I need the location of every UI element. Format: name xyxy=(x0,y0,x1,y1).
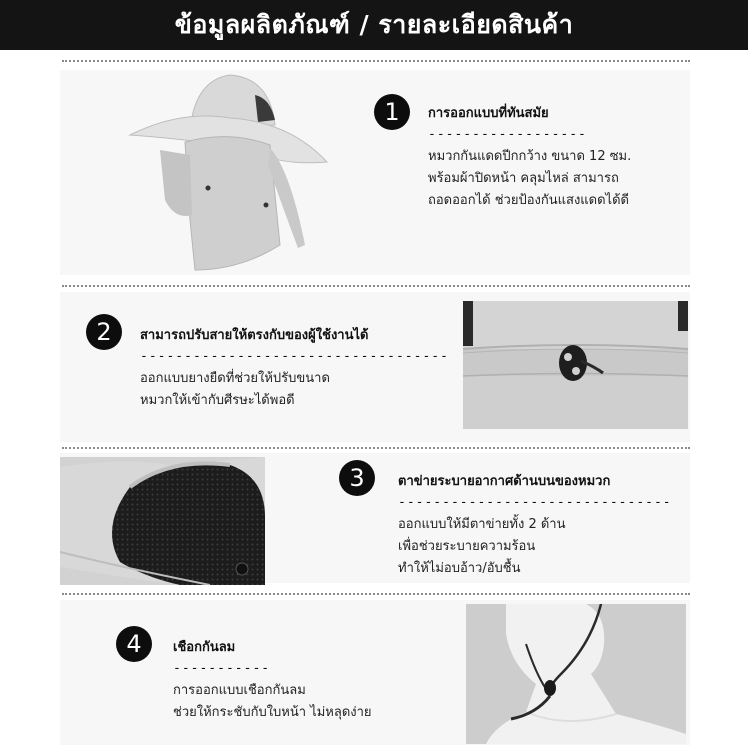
mesh-vent-image xyxy=(60,457,265,585)
feature-4-line-1: การออกแบบเชือกกันลม xyxy=(173,683,306,698)
feature-2-line-2: หมวกให้เข้ากับศีรษะได้พอดี xyxy=(140,393,295,408)
feature-3-title: ตาข่ายระบายอากาศด้านบนของหมวก xyxy=(398,474,611,489)
feature-1-line-1: หมวกกันแดดปีกกว้าง ขนาด 12 ซม. xyxy=(428,149,632,164)
feature-1-dashes: ------------------ xyxy=(428,127,587,142)
feature-1-title: การออกแบบที่ทันสมัย xyxy=(428,106,549,121)
adjustable-strap-image xyxy=(463,301,688,429)
feature-4-text xyxy=(173,636,372,720)
feature-2-number: 2 xyxy=(96,318,112,346)
feature-4-number-badge xyxy=(116,626,152,662)
feature-1-number: 1 xyxy=(384,98,400,126)
feature-2-title: สามารถปรับสายให้ตรงกับของผู้ใช้งานได้ xyxy=(140,328,369,343)
feature-2-text xyxy=(140,324,449,408)
feature-2-dashes: ----------------------------------- xyxy=(140,349,449,364)
divider xyxy=(62,285,690,287)
feature-1-text xyxy=(428,102,631,208)
divider xyxy=(62,60,690,62)
hat-full-image xyxy=(120,70,335,275)
feature-1-number-badge xyxy=(374,94,410,130)
feature-4-number: 4 xyxy=(126,630,142,658)
feature-3-line-1: ออกแบบให้มีตาข่ายทั้ง 2 ด้าน xyxy=(398,517,566,532)
feature-4-title: เชือกกันลม xyxy=(173,640,236,655)
feature-3-line-2: เพื่อช่วยระบายความร้อน xyxy=(398,539,536,554)
windproof-cord-image xyxy=(466,604,686,744)
feature-1-line-2: พร้อมผ้าปิดหน้า คลุมไหล่ สามารถ xyxy=(428,171,619,186)
feature-2-number-badge xyxy=(86,314,122,350)
header-bar xyxy=(0,0,748,50)
feature-1-line-3: ถอดออกได้ ช่วยป้องกันแสงแดดได้ดี xyxy=(428,193,629,208)
divider xyxy=(62,593,690,595)
page-title: ข้อมูลผลิตภัณฑ์ / รายละเอียดสินค้า xyxy=(174,10,574,39)
feature-3-number-badge xyxy=(339,460,375,496)
feature-4-line-2: ช่วยให้กระชับกับใบหน้า ไม่หลุดง่าย xyxy=(173,705,372,720)
feature-3-text xyxy=(398,470,672,576)
feature-4-dashes: ----------- xyxy=(173,661,271,676)
feature-3-dashes: ------------------------------- xyxy=(398,495,672,510)
feature-3-number: 3 xyxy=(349,464,365,492)
feature-2-line-1: ออกแบบยางยืดที่ช่วยให้ปรับขนาด xyxy=(140,371,330,386)
divider xyxy=(62,447,690,449)
feature-3-line-3: ทำให้ไม่อบอ้าว/อับชื้น xyxy=(398,561,521,576)
